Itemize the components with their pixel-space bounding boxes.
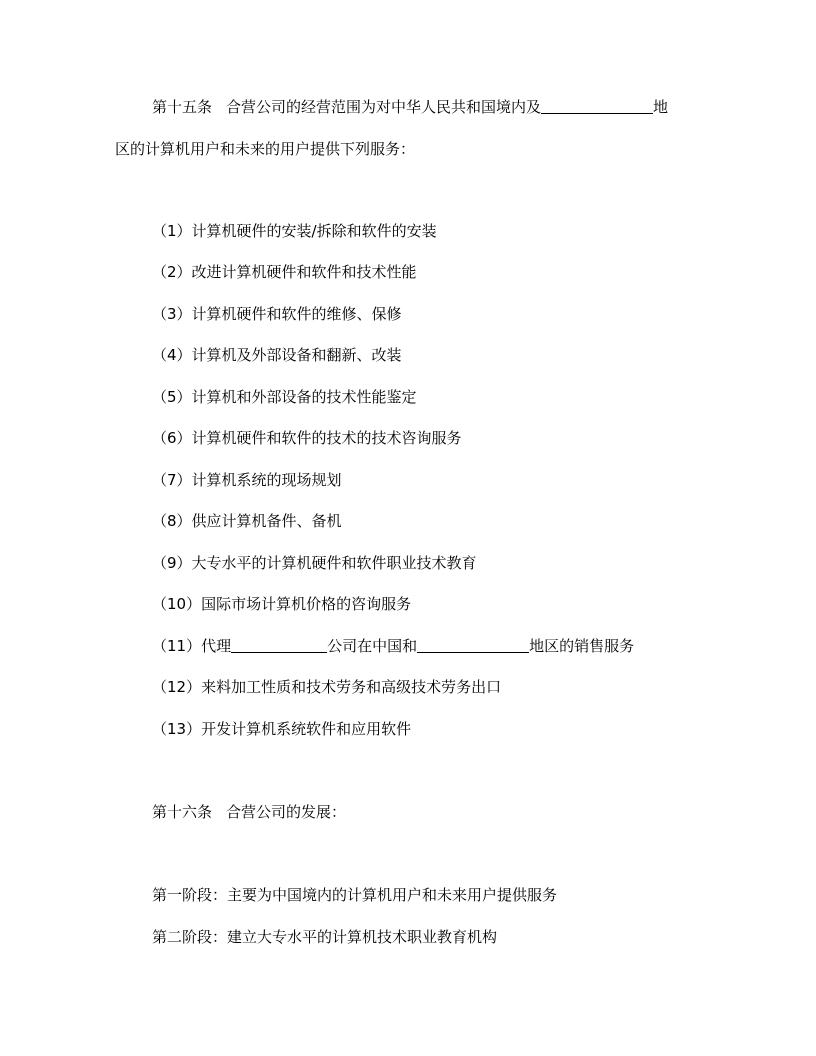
service-item-8 (152, 511, 342, 531)
phase-label: 第二阶段： (152, 928, 228, 946)
service-item-5 (152, 387, 417, 407)
service-text: 计算机硬件和软件的技术的技术咨询服务 (191, 429, 462, 447)
service-text: 供应计算机备件、备机 (191, 512, 342, 530)
service-text: 地区的销售服务 (529, 637, 635, 655)
service-item-6 (152, 428, 462, 448)
service-item-9 (152, 553, 477, 573)
service-item-11 (152, 636, 634, 656)
service-item-4 (152, 345, 402, 365)
phase-text: 主要为中国境内的计算机用户和未来用户提供服务 (227, 886, 558, 904)
service-text: 计算机和外部设备的技术性能鉴定 (191, 388, 417, 406)
phase-label: 第一阶段： (152, 886, 228, 904)
service-text: 计算机硬件和软件的维修、保修 (191, 305, 402, 323)
service-item-10 (152, 594, 411, 614)
service-text: 计算机硬件的安装/拆除和软件的安装 (191, 222, 437, 240)
service-number: （8） (152, 512, 192, 530)
service-number: （3） (152, 305, 192, 323)
service-number: （5） (152, 388, 192, 406)
article16-number: 第十六条 (152, 803, 213, 821)
service-item-13 (152, 719, 411, 739)
service-number: （12） (152, 678, 202, 696)
company-blank-field[interactable] (231, 636, 327, 653)
region-blank-field[interactable] (541, 97, 653, 114)
service-number: （7） (152, 471, 192, 489)
service-text: 来料加工性质和技术劳务和高级技术劳务出口 (201, 678, 502, 696)
service-item-2 (152, 262, 417, 282)
service-number: （2） (152, 263, 192, 281)
article15-text: 合营公司的经营范围为对中华人民共和国境内及 (226, 98, 542, 116)
service-number: （1） (152, 222, 192, 240)
service-text: 计算机及外部设备和翻新、改装 (191, 346, 402, 364)
service-text: 大专水平的计算机硬件和软件职业技术教育 (191, 554, 477, 572)
service-number: （13） (152, 720, 202, 738)
service-item-7 (152, 470, 342, 490)
service-text: 计算机系统的现场规划 (191, 471, 342, 489)
service-text: 开发计算机系统软件和应用软件 (201, 720, 412, 738)
service-item-1 (152, 221, 437, 241)
article16-line (152, 802, 346, 822)
service-item-3 (152, 304, 402, 324)
service-number: （10） (152, 595, 202, 613)
article15-line1 (152, 97, 668, 117)
article16-text: 合营公司的发展： (226, 803, 347, 821)
service-number: （4） (152, 346, 192, 364)
phase-item-1 (152, 885, 557, 905)
phase-item-2 (152, 927, 497, 947)
service-text: 公司在中国和 (327, 637, 418, 655)
service-number: （9） (152, 554, 192, 572)
service-text: 代理 (201, 637, 232, 655)
region-blank-field[interactable] (417, 636, 529, 653)
article15-line2: 区的计算机用户和未来的用户提供下列服务： (115, 140, 416, 158)
service-number: （11） (152, 637, 202, 655)
service-text: 国际市场计算机价格的咨询服务 (201, 595, 412, 613)
service-text: 改进计算机硬件和软件和技术性能 (191, 263, 417, 281)
phase-text: 建立大专水平的计算机技术职业教育机构 (227, 928, 498, 946)
service-item-12 (152, 677, 501, 697)
article15-number: 第十五条 (152, 98, 213, 116)
article15-text-end: 地 (653, 98, 669, 116)
service-number: （6） (152, 429, 192, 447)
